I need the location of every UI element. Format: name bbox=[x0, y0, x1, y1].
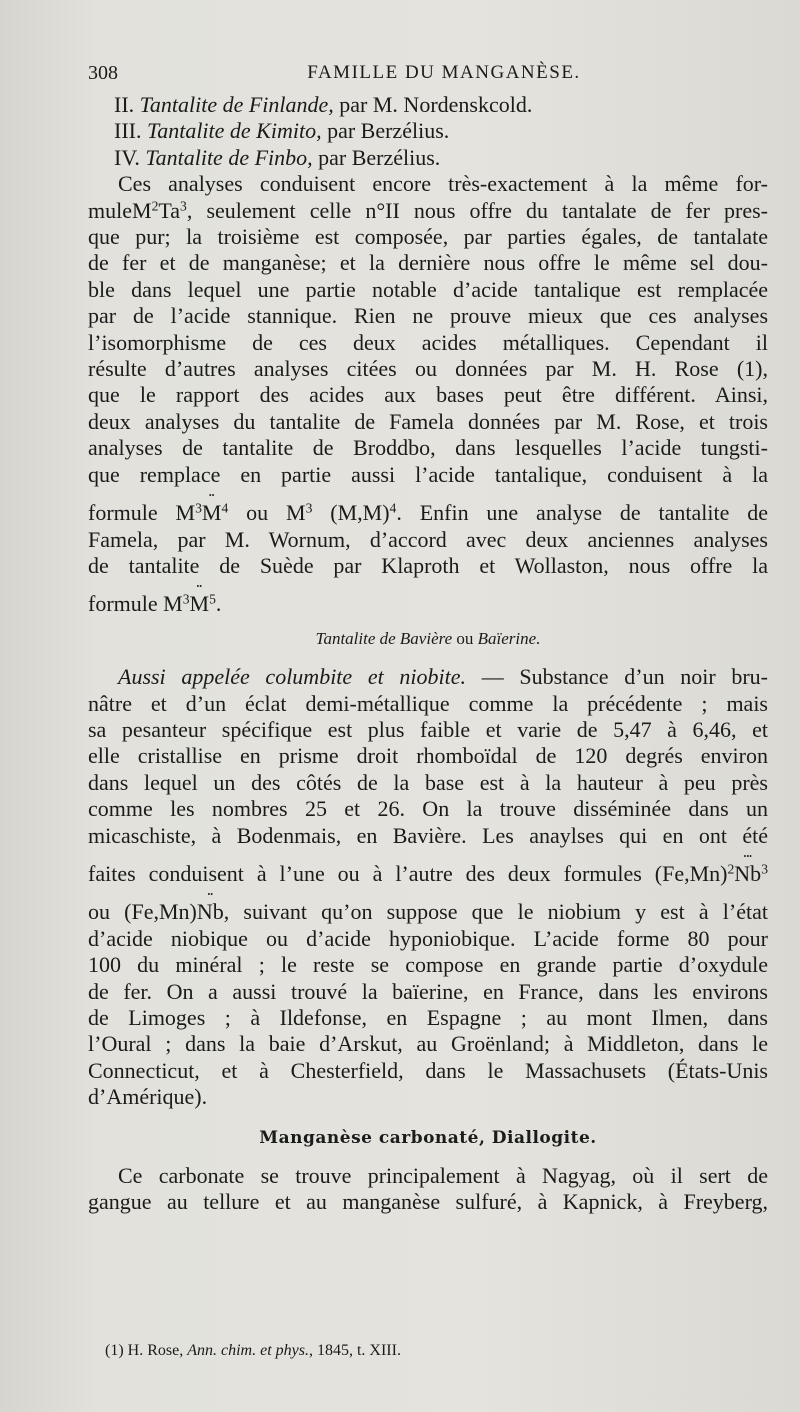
item-number: IV. bbox=[114, 144, 140, 170]
text-line: dans lequel un des côtés de la base est à la hauteur à peu près bbox=[88, 769, 768, 795]
section-heading: Tantalite de Bavière ou Baïerine. bbox=[315, 628, 541, 648]
text-line: deux analyses du tantalite de Famela données par M. Rose, et trois bbox=[88, 408, 768, 434]
text-line: Ce carbonate se trouve principalement à Nagyag, où il sert de bbox=[118, 1163, 768, 1189]
text-line: Aussi appelée columbite et niobite. — Substance d’un noir bru- bbox=[118, 664, 769, 690]
running-header bbox=[88, 62, 760, 92]
paragraph-carbonate bbox=[88, 1163, 768, 1216]
text-line: l’isomorphisme de ces deux acides métalliques. Cependant il bbox=[88, 329, 768, 355]
item-author: par Berzélius. bbox=[312, 144, 441, 170]
formula-line: formule $M^3••$ $M^4$ ou $M^3$ $(M,M)^4$. Enfin une analyse de tantalite de bbox=[88, 500, 768, 526]
list-item bbox=[88, 92, 768, 118]
text-line: de tantalite de Suède par Klaproth et Wollaston, nous offre la bbox=[88, 552, 768, 578]
text-line: sa pesanteur spécifique est plus faible et varie de 5,47 à 6,46, et bbox=[88, 716, 768, 742]
formula-line: ou (Fe,Mn)•• Nb, suivant qu’on suppose que le niobium y est à l’état bbox=[88, 899, 768, 925]
text-line: résulte d’autres analyses citées ou données par M. H. Rose (1), bbox=[88, 356, 768, 382]
text-line: Ces analyses conduisent encore très-exactement à la même for- bbox=[118, 171, 768, 197]
text-line: analyses de tantalite de Broddbo, dans lesquelles l’acide tungsti- bbox=[88, 435, 768, 461]
text-line: l’Oural ; dans la baie d’Arskut, au Groënland; à Middleton, dans le bbox=[88, 1031, 768, 1057]
text-line: par de l’acide stannique. Rien ne prouve mieux que ces analyses bbox=[88, 303, 768, 329]
text-line: muleM$^2$Ta$^3$, seulement celle n°II nous offre du tantalate de fer pres- bbox=[88, 197, 768, 223]
page-body bbox=[88, 92, 768, 1216]
paragraph-columbite bbox=[88, 664, 768, 1111]
list-item bbox=[88, 145, 768, 171]
footnote: (1) H. Rose, Ann. chim. et phys., 1845, t. XIII. bbox=[105, 1342, 401, 1359]
text-line: comme les nombres 25 et 26. On la trouve disséminée dans un bbox=[88, 796, 768, 822]
item-author: par M. Nordenskcold. bbox=[333, 92, 533, 117]
formula-line: faites conduisent à l’une ou à l’autre des deux formules $(Fe,Mn)^2•••$ Nb$^3$ bbox=[88, 861, 768, 887]
item-number: II. bbox=[114, 92, 135, 117]
text-line: elle cristallise en prisme droit rhomboïdal de 120 degrés environ bbox=[88, 743, 768, 769]
text-line: d’Amérique). bbox=[88, 1084, 208, 1110]
text-line: ble dans lequel une partie notable d’acide tantalique est remplacée bbox=[88, 276, 768, 302]
text-line: gangue au tellure et au manganèse sulfuré, à Kapnick, à Freyberg, bbox=[88, 1189, 768, 1215]
text-line: de fer et de manganèse; et la dernière nous offre le même sel dou- bbox=[88, 250, 768, 276]
text-line: de Limoges ; à Ildefonse, en Espagne ; au mont Ilmen, dans bbox=[88, 1005, 768, 1030]
formula-line: formule $M^3••$ $M^5$. bbox=[88, 591, 768, 617]
item-title: Tantalite de Finbo, bbox=[145, 144, 313, 170]
text-line: d’acide niobique ou d’acide hyponiobique. L’acide forme 80 pour bbox=[88, 925, 768, 951]
list-item bbox=[88, 118, 768, 144]
paragraph-analyses bbox=[88, 171, 768, 618]
text-line: de fer. On a aussi trouvé la baïerine, en France, dans les environs bbox=[88, 978, 768, 1004]
text-line: que pur; la troisième est composée, par parties égales, de tantalate bbox=[88, 224, 768, 250]
item-title: Tantalite de Kimito, bbox=[146, 118, 322, 144]
item-number: III. bbox=[114, 118, 142, 144]
text-line: nâtre et d’un éclat demi-métallique comme la précédente ; mais bbox=[88, 690, 768, 716]
text-line: micaschiste, à Bodenmais, en Bavière. Les anaylses qui en ont été bbox=[88, 822, 768, 848]
section-heading: Manganèse carbonaté, Diallogite. bbox=[259, 1127, 597, 1148]
text-line: 100 du minéral ; le reste se compose en grande partie d’oxydule bbox=[88, 952, 768, 978]
text-line: Famela, par M. Wornum, d’accord avec deux anciennes analyses bbox=[88, 526, 768, 552]
text-line: que le rapport des acides aux bases peut être différent. Ainsi, bbox=[88, 382, 768, 408]
running-title: FAMILLE DU MANGANÈSE. bbox=[307, 62, 581, 83]
text-line: Connecticut, et à Chesterfield, dans le Massachusets (États-Unis bbox=[88, 1057, 768, 1083]
item-author: par Berzélius. bbox=[321, 118, 450, 144]
item-title: Tantalite de Finlande, bbox=[139, 92, 334, 117]
text-line: que remplace en partie aussi l’acide tantalique, conduisent à la bbox=[88, 461, 768, 487]
page-number: 308 bbox=[88, 62, 118, 84]
